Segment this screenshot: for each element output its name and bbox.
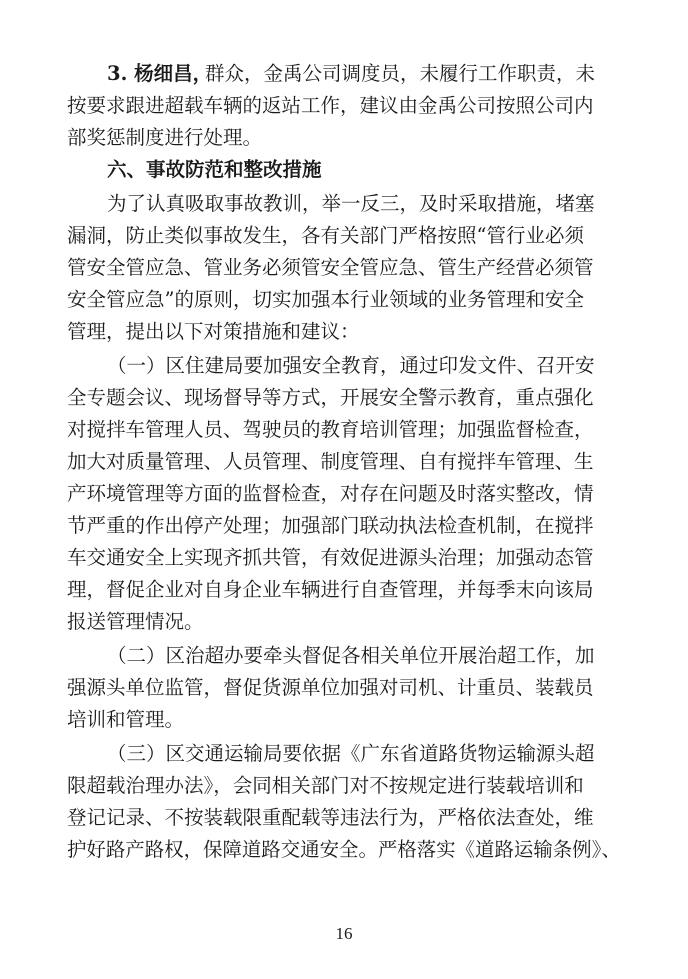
paragraph-line: [0, 122, 688, 154]
line-text: 培训和管理。: [67, 708, 185, 731]
paragraph-line: [0, 220, 688, 252]
paragraph-line: [0, 704, 688, 736]
paragraph-line: [0, 350, 688, 382]
line-text: 管安全管应急、管业务必须管安全管应急、管生产经营必须管: [67, 256, 594, 279]
line-text: 加大对质量管理、人员管理、制度管理、自有搅拌车管理、生: [67, 450, 594, 473]
paragraph-line: [0, 188, 688, 220]
paragraph-line: [0, 802, 688, 834]
paragraph-line: [0, 284, 688, 316]
line-text: （三）区交通运输局要依据《广东省道路货物运输源头超: [107, 742, 595, 765]
paragraph-line: [0, 446, 688, 478]
paragraph-line: [0, 770, 688, 802]
paragraph-line: [0, 606, 688, 638]
line-text: 群众，金禹公司调度员，未履行工作职责，未: [205, 62, 596, 85]
line-text: 车交通安全上实现齐抓共管，有效促进源头治理；加强动态管: [67, 546, 594, 569]
line-text: 护好路产路权，保障道路交通安全。严格落实《道路运输条例》、: [67, 838, 621, 861]
paragraph-line: [0, 834, 688, 866]
line-text: （二）区治超办要牵头督促各相关单位开展治超工作，加: [107, 644, 595, 667]
paragraph-line: [0, 640, 688, 672]
line-text: 理，督促企业对自身企业车辆进行自查管理，并每季末向该局: [67, 578, 594, 601]
line-text: 为了认真吸取事故教训，举一反三，及时采取措施，堵塞: [107, 192, 595, 215]
page-number: 16: [335, 924, 353, 943]
paragraph-line: [0, 58, 688, 90]
line-text: 登记记录、不按装载限重配载等违法行为，严格依法查处，维: [67, 806, 594, 829]
section-heading: [0, 154, 688, 186]
line-text: 强源头单位监管，督促货源单位加强对司机、计重员、装载员: [67, 676, 594, 699]
line-text: 报送管理情况。: [67, 610, 204, 633]
line-text: 节严重的作出停产处理；加强部门联动执法检查机制，在搅拌: [67, 514, 594, 537]
paragraph-line: [0, 382, 688, 414]
heading-text: 六、事故防范和整改措施: [107, 158, 322, 181]
line-text: 部奖惩制度进行处理。: [67, 126, 263, 149]
line-text: （一）区住建局要加强安全教育，通过印发文件、召开安: [107, 354, 595, 377]
paragraph-line: [0, 478, 688, 510]
paragraph-line: [0, 574, 688, 606]
person-name: 3. 杨细昌，: [107, 62, 213, 85]
line-text: 对搅拌车管理人员、驾驶员的教育培训管理；加强监督检查，: [67, 418, 594, 441]
line-text: 漏洞，防止类似事故发生，各有关部门严格按照“管行业必须: [67, 224, 584, 247]
paragraph-line: [0, 510, 688, 542]
paragraph-line: [0, 316, 688, 348]
line-text: 全专题会议、现场督导等方式，开展安全警示教育，重点强化: [67, 386, 594, 409]
line-text: 管理，提出以下对策措施和建议：: [67, 320, 360, 343]
paragraph-line: [0, 542, 688, 574]
paragraph-line: [0, 414, 688, 446]
line-text: 按要求跟进超载车辆的返站工作，建议由金禹公司按照公司内: [67, 94, 594, 117]
paragraph-line: [0, 672, 688, 704]
line-text: 限超载治理办法》，会同相关部门对不按规定进行装载培训和: [67, 774, 584, 797]
paragraph-line: [0, 252, 688, 284]
line-text: 产环境管理等方面的监督检查，对存在问题及时落实整改，情: [67, 482, 594, 505]
paragraph-line: [0, 90, 688, 122]
paragraph-line: [0, 738, 688, 770]
line-text: 安全管应急”的原则，切实加强本行业领域的业务管理和安全: [67, 288, 584, 311]
